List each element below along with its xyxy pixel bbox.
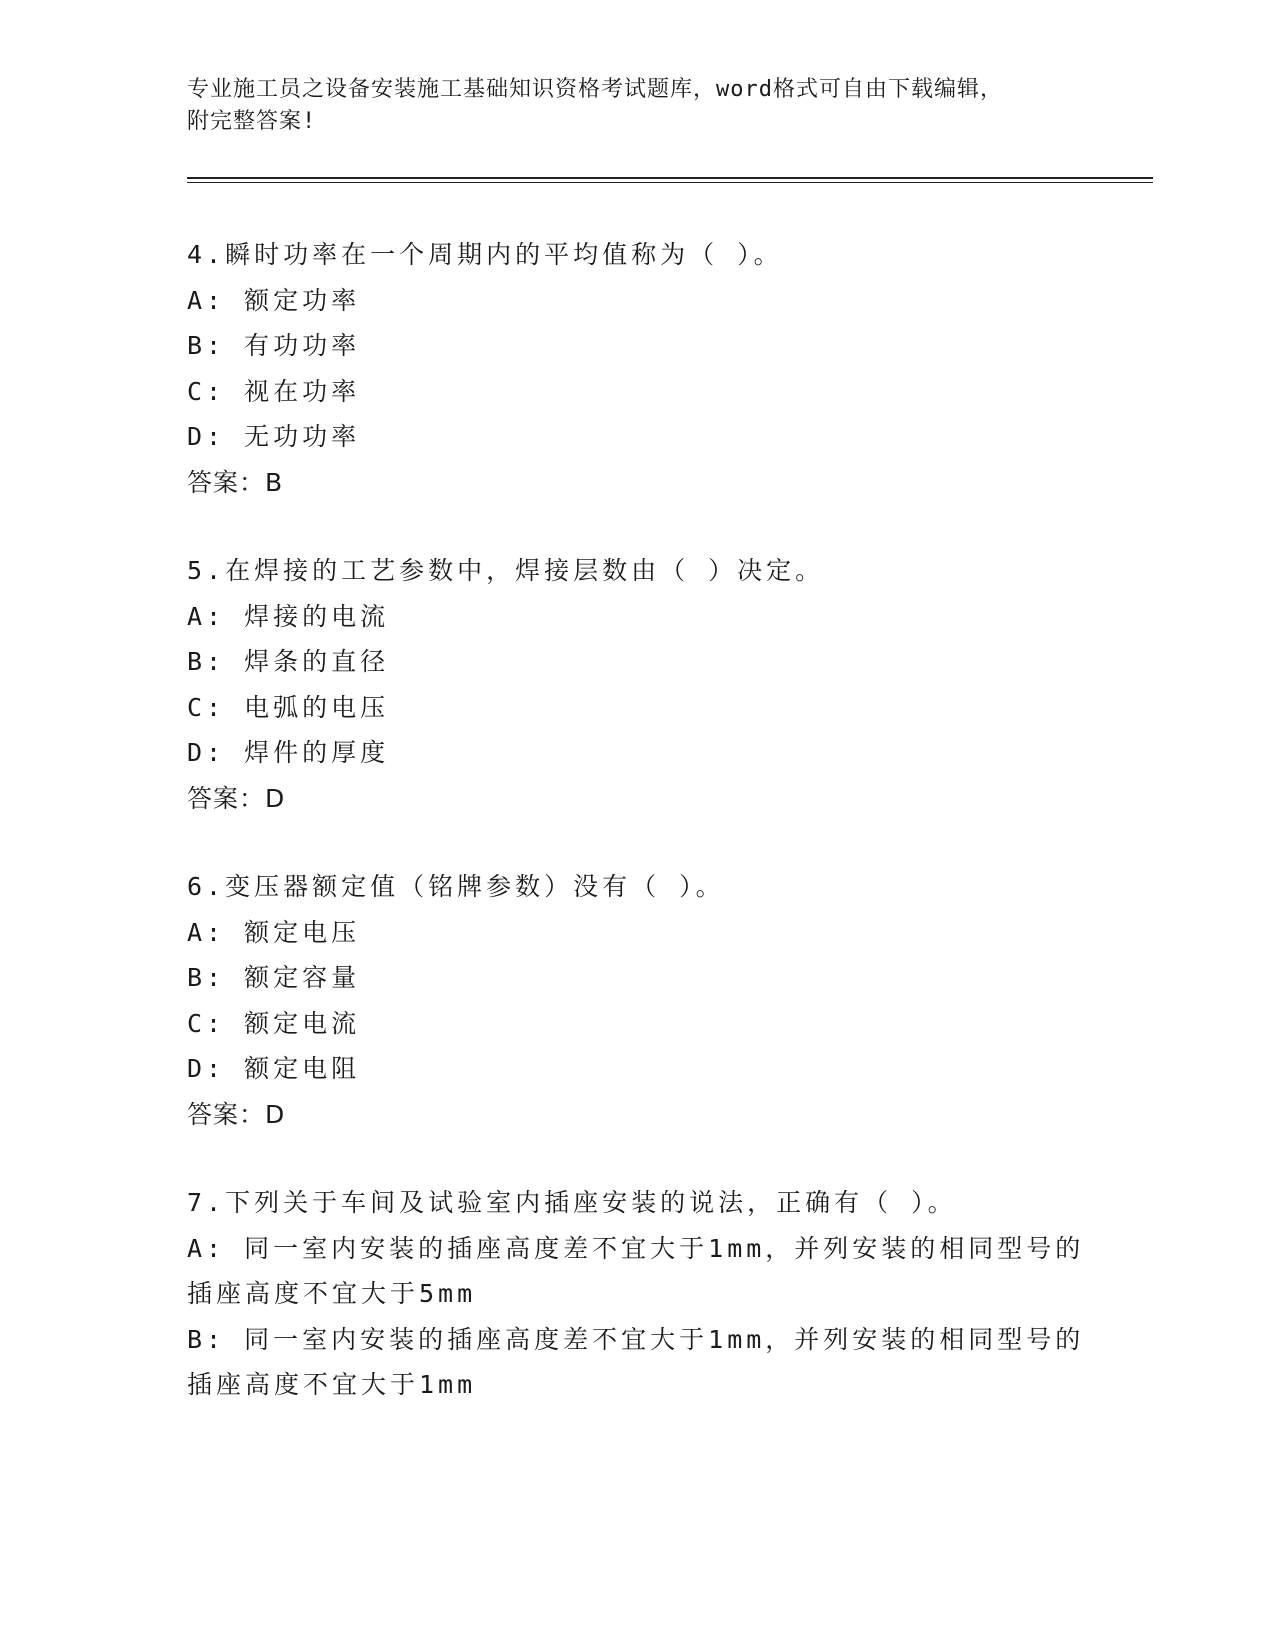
question-stem: 6.变压器额定值（铭牌参数）没有（ ）。	[187, 872, 725, 901]
option-b-line-2: 插座高度不宜大于1mm	[187, 1370, 477, 1399]
header-line-2: 附完整答案!	[187, 109, 317, 134]
option-b: B: 焊条的直径	[187, 647, 390, 676]
question-stem: 5.在焊接的工艺参数中，焊接层数由（ ）决定。	[187, 556, 825, 585]
option-b: B: 额定容量	[187, 963, 361, 992]
header-line-1: 专业施工员之设备安装施工基础知识资格考试题库，word格式可自由下载编辑，	[187, 77, 1003, 102]
option-c: C: 视在功率	[187, 376, 361, 406]
option-a-line-2: 插座高度不宜大于5mm	[187, 1279, 477, 1308]
question-6	[187, 864, 1107, 1137]
option-a: A: 额定电压	[187, 917, 361, 947]
question-4	[187, 232, 1107, 505]
option-d: D: 焊件的厚度	[187, 738, 390, 767]
header-divider-thin	[187, 182, 1153, 183]
document-header	[187, 74, 1087, 138]
option-c: C: 电弧的电压	[187, 692, 390, 722]
question-5	[187, 548, 1107, 821]
option-b: B: 有功功率	[187, 331, 361, 360]
question-7	[187, 1180, 1107, 1408]
question-list	[187, 232, 1107, 1451]
option-c: C: 额定电流	[187, 1008, 361, 1038]
option-a: A: 额定功率	[187, 285, 361, 315]
header-divider-thick	[187, 177, 1153, 179]
question-stem: 7.下列关于车间及试验室内插座安装的说法，正确有（ ）。	[187, 1188, 957, 1217]
answer-line: 答案：B	[187, 467, 284, 497]
question-stem: 4.瞬时功率在一个周期内的平均值称为（ ）。	[187, 240, 783, 269]
option-b-line-1: B: 同一室内安装的插座高度差不宜大于1mm，并列安装的相同型号的	[187, 1324, 1085, 1354]
answer-line: 答案：D	[187, 1099, 286, 1129]
option-a-line-1: A: 同一室内安装的插座高度差不宜大于1mm，并列安装的相同型号的	[187, 1233, 1085, 1263]
answer-line: 答案：D	[187, 783, 286, 813]
option-d: D: 额定电阻	[187, 1054, 361, 1083]
option-d: D: 无功功率	[187, 422, 361, 451]
option-a: A: 焊接的电流	[187, 601, 390, 631]
